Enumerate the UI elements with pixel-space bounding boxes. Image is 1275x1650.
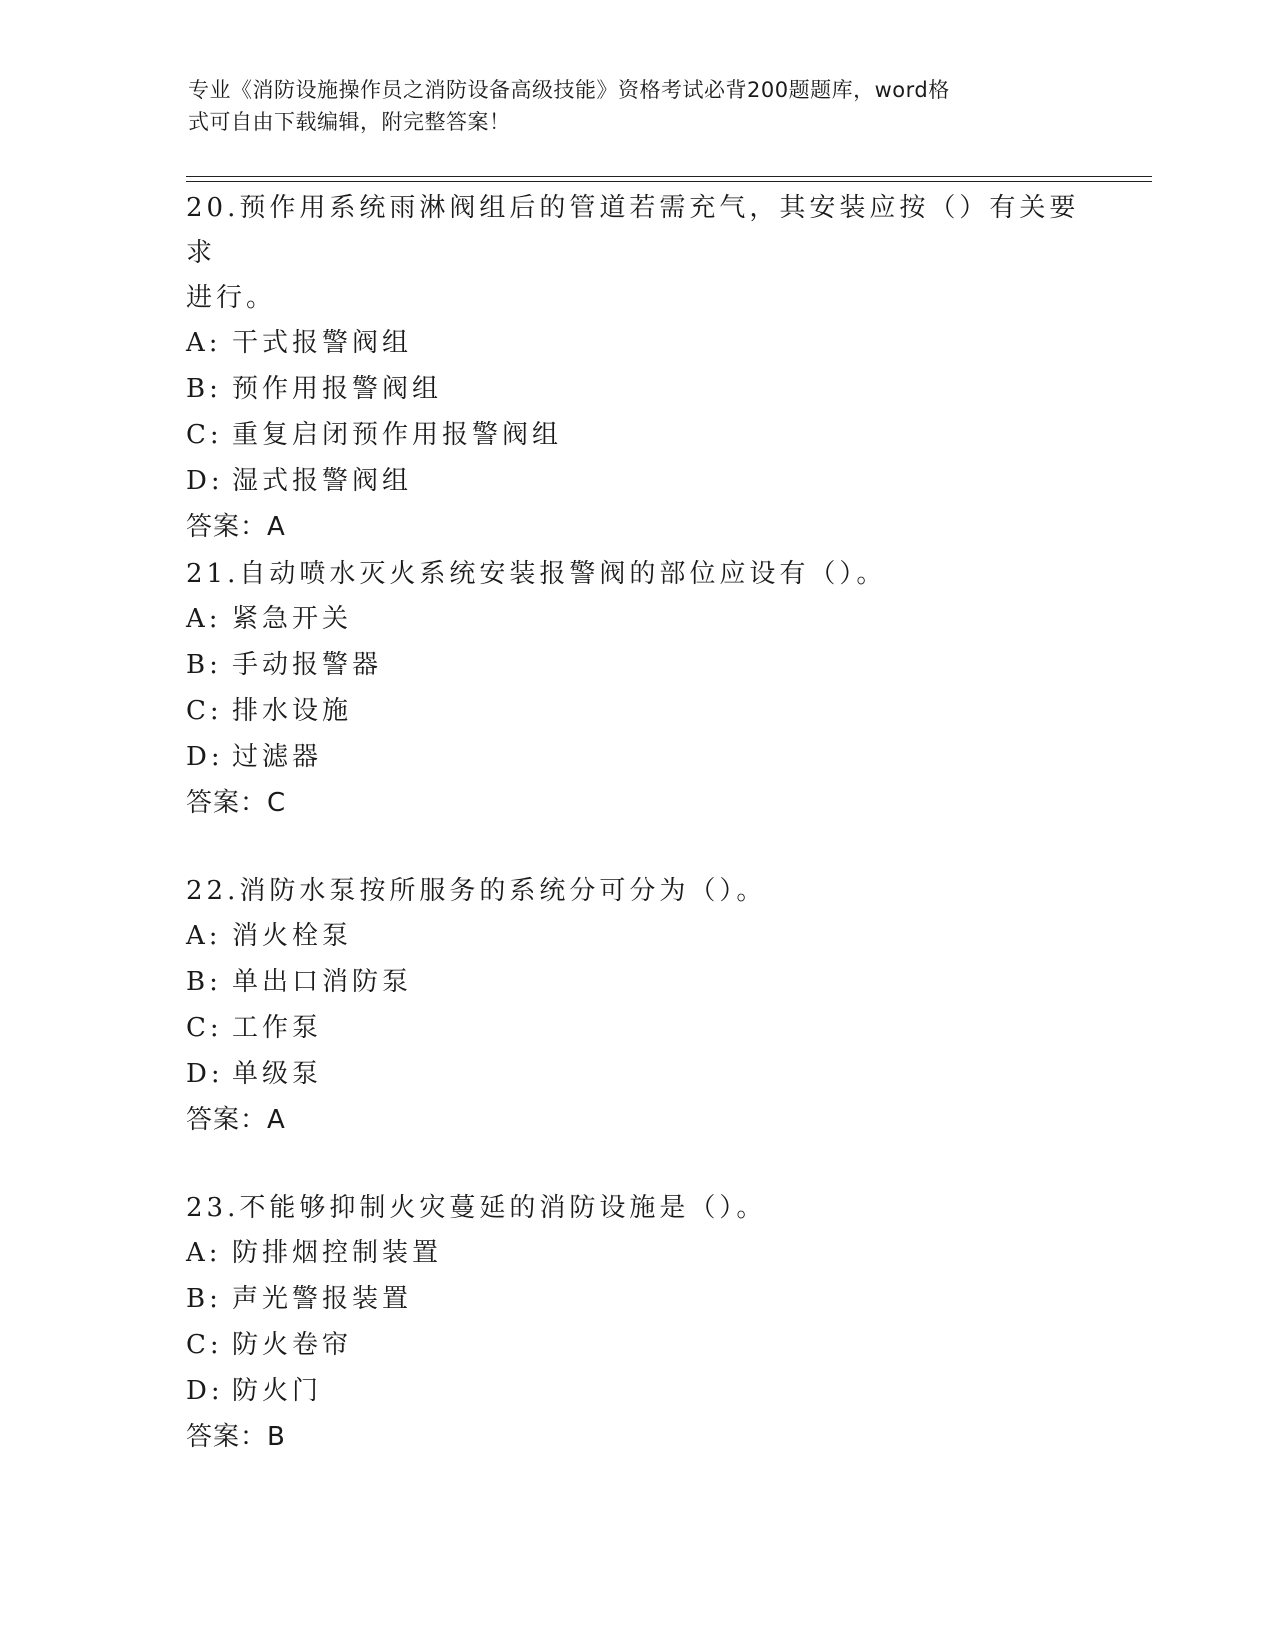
answer: 答案：A bbox=[186, 1105, 286, 1135]
answer: 答案：B bbox=[186, 1422, 286, 1452]
option-text: 单出口消防泵 bbox=[232, 967, 413, 997]
answer: 答案：C bbox=[186, 788, 287, 818]
option-letter: C: bbox=[186, 420, 223, 450]
option-letter: B: bbox=[186, 967, 222, 997]
option-text: 过滤器 bbox=[232, 742, 323, 772]
option-a bbox=[186, 321, 1086, 367]
option-letter: C: bbox=[186, 696, 223, 726]
option-b bbox=[186, 367, 1086, 413]
question-stem-line-1: 23.不能够抑制火灾蔓延的消防设施是（）。 bbox=[186, 1193, 767, 1223]
question-22 bbox=[186, 869, 1086, 1143]
option-text: 声光警报装置 bbox=[232, 1284, 413, 1314]
option-text: 防火卷帘 bbox=[232, 1330, 353, 1360]
option-letter: D: bbox=[186, 1376, 224, 1406]
option-d bbox=[186, 1369, 1086, 1415]
option-c bbox=[186, 1323, 1086, 1369]
option-a bbox=[186, 597, 1086, 643]
option-a bbox=[186, 1231, 1086, 1277]
answer: 答案：A bbox=[186, 512, 286, 542]
question-stem-line-1: 20.预作用系统雨淋阀组后的管道若需充气，其安装应按（）有关要求 bbox=[186, 193, 1080, 268]
option-d bbox=[186, 459, 1086, 505]
option-text: 紧急开关 bbox=[232, 604, 353, 634]
question-23 bbox=[186, 1186, 1086, 1460]
option-text: 消火栓泵 bbox=[232, 921, 353, 951]
option-letter: B: bbox=[186, 374, 222, 404]
option-letter: D: bbox=[186, 1059, 224, 1089]
option-text: 重复启闭预作用报警阀组 bbox=[232, 420, 563, 450]
option-c bbox=[186, 689, 1086, 735]
option-letter: C: bbox=[186, 1330, 223, 1360]
option-text: 防火门 bbox=[232, 1376, 323, 1406]
option-b bbox=[186, 643, 1086, 689]
option-letter: A: bbox=[186, 921, 222, 951]
option-letter: A: bbox=[186, 1238, 222, 1268]
option-letter: C: bbox=[186, 1013, 223, 1043]
option-letter: D: bbox=[186, 742, 224, 772]
question-stem-line-1: 22.消防水泵按所服务的系统分可分为（）。 bbox=[186, 876, 767, 906]
option-text: 预作用报警阀组 bbox=[232, 374, 443, 404]
option-text: 排水设施 bbox=[232, 696, 353, 726]
question-20 bbox=[186, 186, 1086, 550]
option-b bbox=[186, 1277, 1086, 1323]
question-21 bbox=[186, 552, 1086, 826]
option-text: 手动报警器 bbox=[232, 650, 383, 680]
option-letter: A: bbox=[186, 604, 222, 634]
option-text: 工作泵 bbox=[232, 1013, 323, 1043]
document-header bbox=[188, 74, 1088, 138]
option-d bbox=[186, 1052, 1086, 1098]
option-d bbox=[186, 735, 1086, 781]
option-letter: B: bbox=[186, 650, 222, 680]
option-letter: A: bbox=[186, 328, 222, 358]
option-text: 干式报警阀组 bbox=[232, 328, 413, 358]
header-divider-bottom bbox=[186, 181, 1152, 182]
option-a bbox=[186, 914, 1086, 960]
option-letter: B: bbox=[186, 1284, 222, 1314]
option-text: 防排烟控制装置 bbox=[232, 1238, 443, 1268]
option-text: 单级泵 bbox=[232, 1059, 323, 1089]
header-line-1: 专业《消防设施操作员之消防设备高级技能》资格考试必背200题题库，word格 bbox=[188, 78, 950, 102]
question-stem-line-1: 21.自动喷水灭火系统安装报警阀的部位应设有（）。 bbox=[186, 559, 887, 589]
option-b bbox=[186, 960, 1086, 1006]
header-line-2: 式可自由下载编辑，附完整答案！ bbox=[188, 110, 511, 134]
option-text: 湿式报警阀组 bbox=[232, 466, 413, 496]
option-c bbox=[186, 1006, 1086, 1052]
option-letter: D: bbox=[186, 466, 224, 496]
question-stem-line-2: 进行。 bbox=[186, 283, 277, 313]
header-divider-top bbox=[186, 176, 1152, 177]
option-c bbox=[186, 413, 1086, 459]
